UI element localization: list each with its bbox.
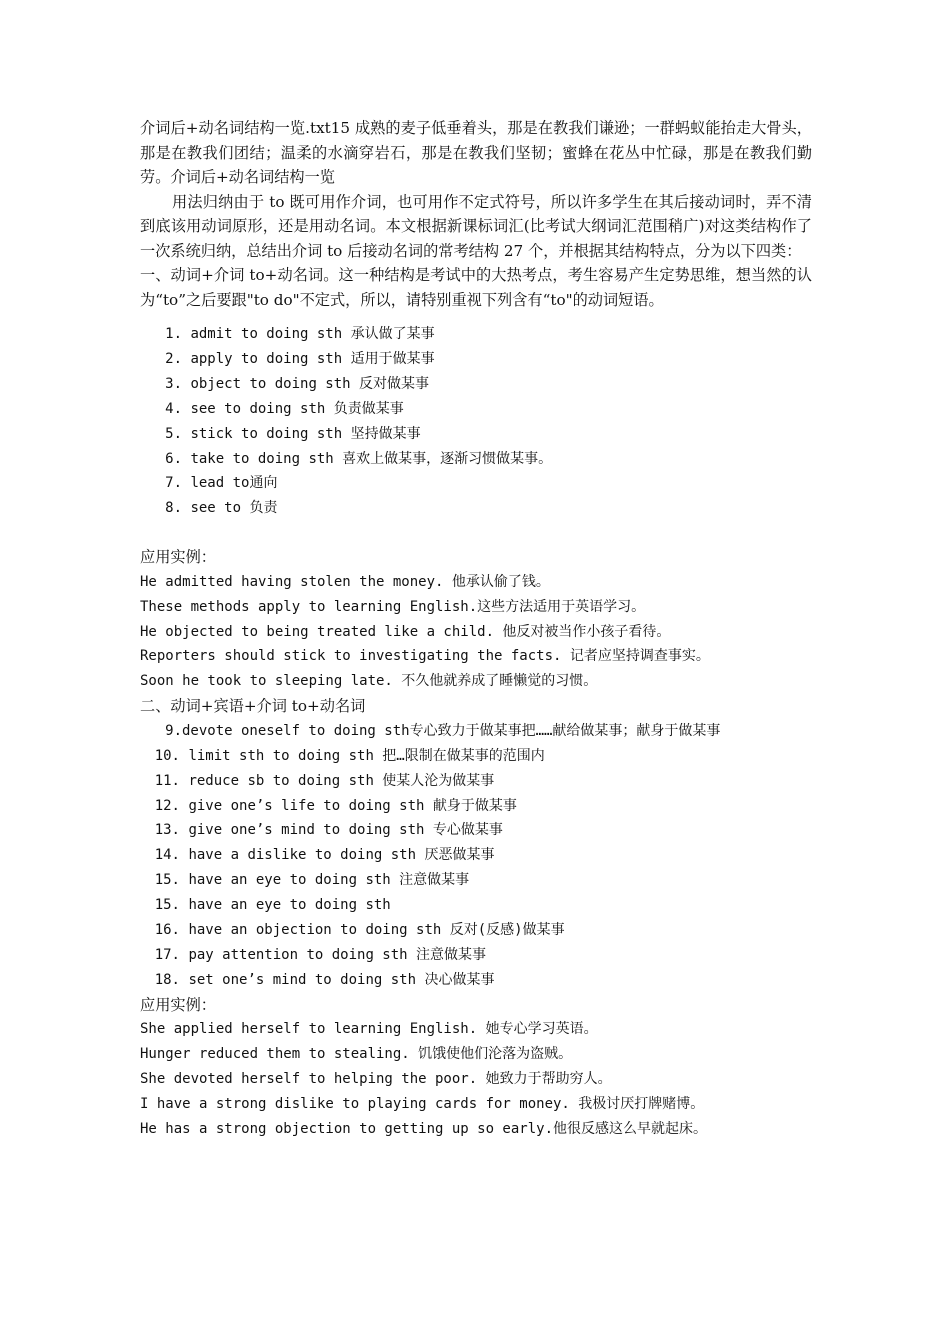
list-item: 1. admit to doing sth 承认做了某事 <box>165 326 435 342</box>
list-item: 12. give one’s life to doing sth 献身于做某事 <box>154 797 517 814</box>
list-item: 13. give one’s mind to doing sth 专心做某事 <box>154 822 503 839</box>
list-item: 4. see to doing sth 负责做某事 <box>165 400 404 417</box>
document-page <box>140 116 812 1142</box>
section-1-heading: 一、动词+介词 to+动名词。这一种结构是考试中的大热考点，考生容易产生定势思维，想当然的认为“to”之后要跟"to do"不定式，所以，请特别重视下列含有“to"的动词短语。 <box>140 266 812 309</box>
list-item: 5. stick to doing sth 坚持做某事 <box>165 425 421 442</box>
phrase-list-1 <box>140 322 812 521</box>
usage-paragraph: 用法归纳由于 to 既可用作介词，也可用作不定式符号，所以许多学生在其后接动词时，弄不清到底该用动词原形，还是用动名词。本文根据新课标词汇(比考试大纲词汇范围稍广)对这类结构作了一次系统归纳，总结出介词 to 后接动名词的常考结构 27 个，并根据其结构特点，分为以下四类： <box>140 192 812 260</box>
example-line: Hunger reduced them to stealing. 饥饿使他们沦落为盗贼。 <box>140 1046 573 1063</box>
example-line: Reporters should stick to investigating the facts. 记者应坚持调查事实。 <box>140 648 710 665</box>
examples-1-heading: 应用实例： <box>140 548 216 567</box>
example-line: These methods apply to learning English.这些方法适用于英语学习。 <box>140 598 646 615</box>
example-line: Soon he took to sleeping late. 不久他就养成了睡懒觉的习惯。 <box>140 673 598 690</box>
list-item: 16. have an objection to doing sth 反对(反感)做某事 <box>154 922 565 939</box>
list-item: 8. see to 负责 <box>165 500 278 517</box>
example-line: He objected to being treated like a child. 他反对被当作小孩子看待。 <box>140 623 671 640</box>
list-item: 10. limit sth to doing sth 把…限制在做某事的范围内 <box>154 747 545 764</box>
example-line: He admitted having stolen the money. 他承认偷了钱。 <box>140 573 550 590</box>
list-item: 6. take to doing sth 喜欢上做某事，逐渐习惯做某事。 <box>165 450 553 467</box>
list-item: 15. have an eye to doing sth <box>154 897 391 914</box>
list-item: 9.devote oneself to doing sth专心致力于做某事把……献给做某事；献身于做某事 <box>165 722 721 739</box>
list-item: 11. reduce sb to doing sth 使某人沦为做某事 <box>154 772 495 789</box>
list-item: 17. pay attention to doing sth 注意做某事 <box>154 946 487 963</box>
section-2-heading: 二、动词+宾语+介词 to+动名词 <box>140 697 366 716</box>
phrase-list-2 <box>140 719 812 993</box>
example-line: She applied herself to learning English. 她专心学习英语。 <box>140 1021 598 1038</box>
example-line: She devoted herself to helping the poor. 她致力于帮助穷人。 <box>140 1071 612 1088</box>
list-item: 7. lead to通向 <box>165 475 278 492</box>
examples-2-heading: 应用实例： <box>140 995 216 1014</box>
intro-paragraph: 介词后+动名词结构一览.txt15 成熟的麦子低垂着头，那是在教我们谦逊；一群蚂蚁能抬走大骨头，那是在教我们团结；温柔的水滴穿岩石，那是在教我们坚韧；蜜蜂在花丛中忙碌，那是在教我们勤劳。介词后+动名词结构一览 <box>140 119 812 186</box>
list-item: 18. set one’s mind to doing sth 决心做某事 <box>154 971 495 988</box>
list-item: 2. apply to doing sth 适用于做某事 <box>165 350 435 367</box>
list-item: 14. have a dislike to doing sth 厌恶做某事 <box>154 847 495 864</box>
example-line: I have a strong dislike to playing cards for money. 我极讨厌打牌赌博。 <box>140 1095 705 1112</box>
example-line: He has a strong objection to getting up so early.他很反感这么早就起床。 <box>140 1120 708 1137</box>
list-item: 3. object to doing sth 反对做某事 <box>165 375 430 392</box>
list-item: 15. have an eye to doing sth 注意做某事 <box>154 872 470 889</box>
